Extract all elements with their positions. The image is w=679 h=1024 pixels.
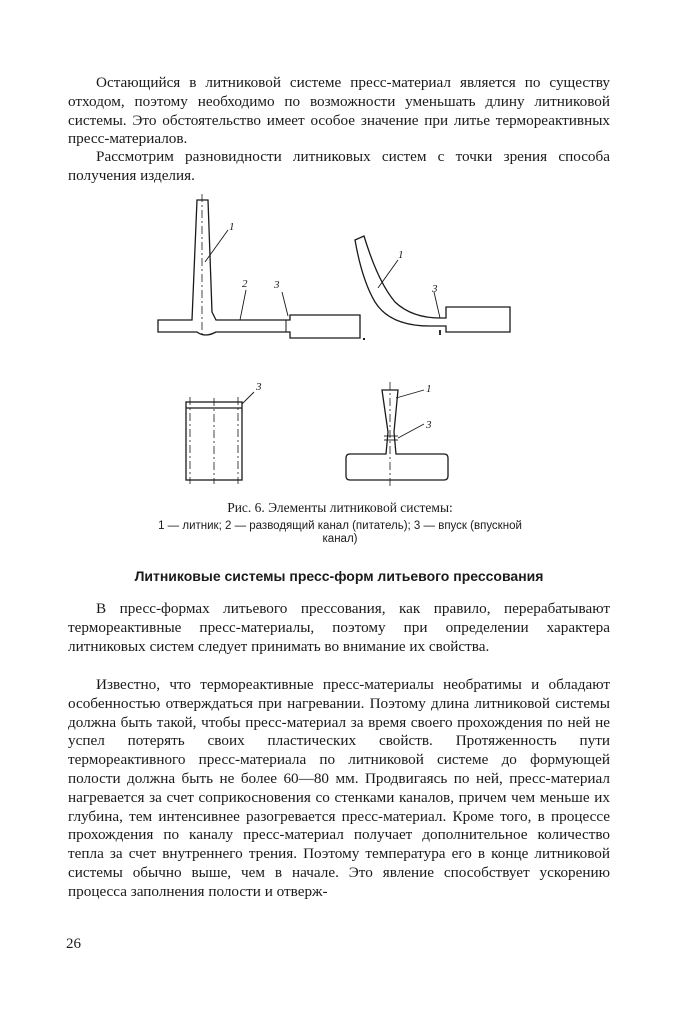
label-a1: 1 <box>229 221 235 233</box>
figure-caption <box>140 500 540 546</box>
paragraph-3 <box>68 600 610 656</box>
label-b3: 3 <box>432 283 438 295</box>
figure-caption-title: Рис. 6. Элементы литниковой системы: <box>227 500 453 515</box>
paragraph-4-text: Известно, что термореактивные пресс-материалы необратимы и обладают особенностью отверждаться при нагревании. Поэтому длина литниковой системы должна быть такой, чтобы пресс-материал за время своего прохождения по ней не успел потерять своих пластических свойств. Протяженность пути термореактивного пресс-материала по литниковой системе до формующей полости должна быть не более 60—80 мм. Продвигаясь по ней, пресс-материал нагревается за счет соприкосновения со стенками каналов, причем чем меньше их глубина, тем интенсивнее разогревается пресс-материал. Кроме того, в процессе прохождения по каналу пресс-материал получает дополнительное количество тепла за счет внутреннего трения. Поэтому температура его в конце литниковой системы обычно выше, чем в начале. Это явление способствует ускорению процесса заполнения полости и отверж- <box>68 676 610 900</box>
figure-panel-c-leaders <box>242 392 254 404</box>
label-d3: 3 <box>426 419 432 431</box>
label-c3: 3 <box>256 381 262 393</box>
figure-panel-a-leaders <box>205 230 288 320</box>
figure-panel-c <box>186 397 242 484</box>
paragraph-2 <box>68 148 610 186</box>
section-heading: Литниковые системы пресс-форм литьевого прессования <box>134 568 544 584</box>
label-a2: 2 <box>242 278 248 290</box>
figure-panel-d-leaders <box>396 390 424 438</box>
paragraph-4 <box>68 676 610 902</box>
label-a3: 3 <box>274 279 280 291</box>
gating-system-figure <box>150 192 540 494</box>
label-d1: 1 <box>426 383 432 395</box>
paragraph-1 <box>68 74 610 149</box>
paragraph-3-text: В пресс-формах литьевого прессования, как правило, перерабатывают термореактивные пресс-материалы, поэтому при определении характера литниковых систем следует принимать во внимание их свойства. <box>68 600 610 655</box>
figure-panel-a <box>158 194 364 340</box>
page-number: 26 <box>66 936 81 952</box>
figure-panel-b-leaders <box>378 260 440 318</box>
figure-caption-legend: 1 — литник; 2 — разводящий канал (питатель); 3 — впуск (впускной канал) <box>158 520 522 545</box>
paragraph-2-text: Рассмотрим разновидности литниковых систем с точки зрения способа получения изделия. <box>68 148 610 184</box>
paragraph-1-text: Остающийся в литниковой системе пресс-материал является по существу отходом, поэтому необходимо по возможности уменьшать длину литниковой системы. Это обстоятельство имеет особое значение при литье термореактивных пресс-материалов. <box>68 74 610 148</box>
label-b1: 1 <box>398 249 404 261</box>
